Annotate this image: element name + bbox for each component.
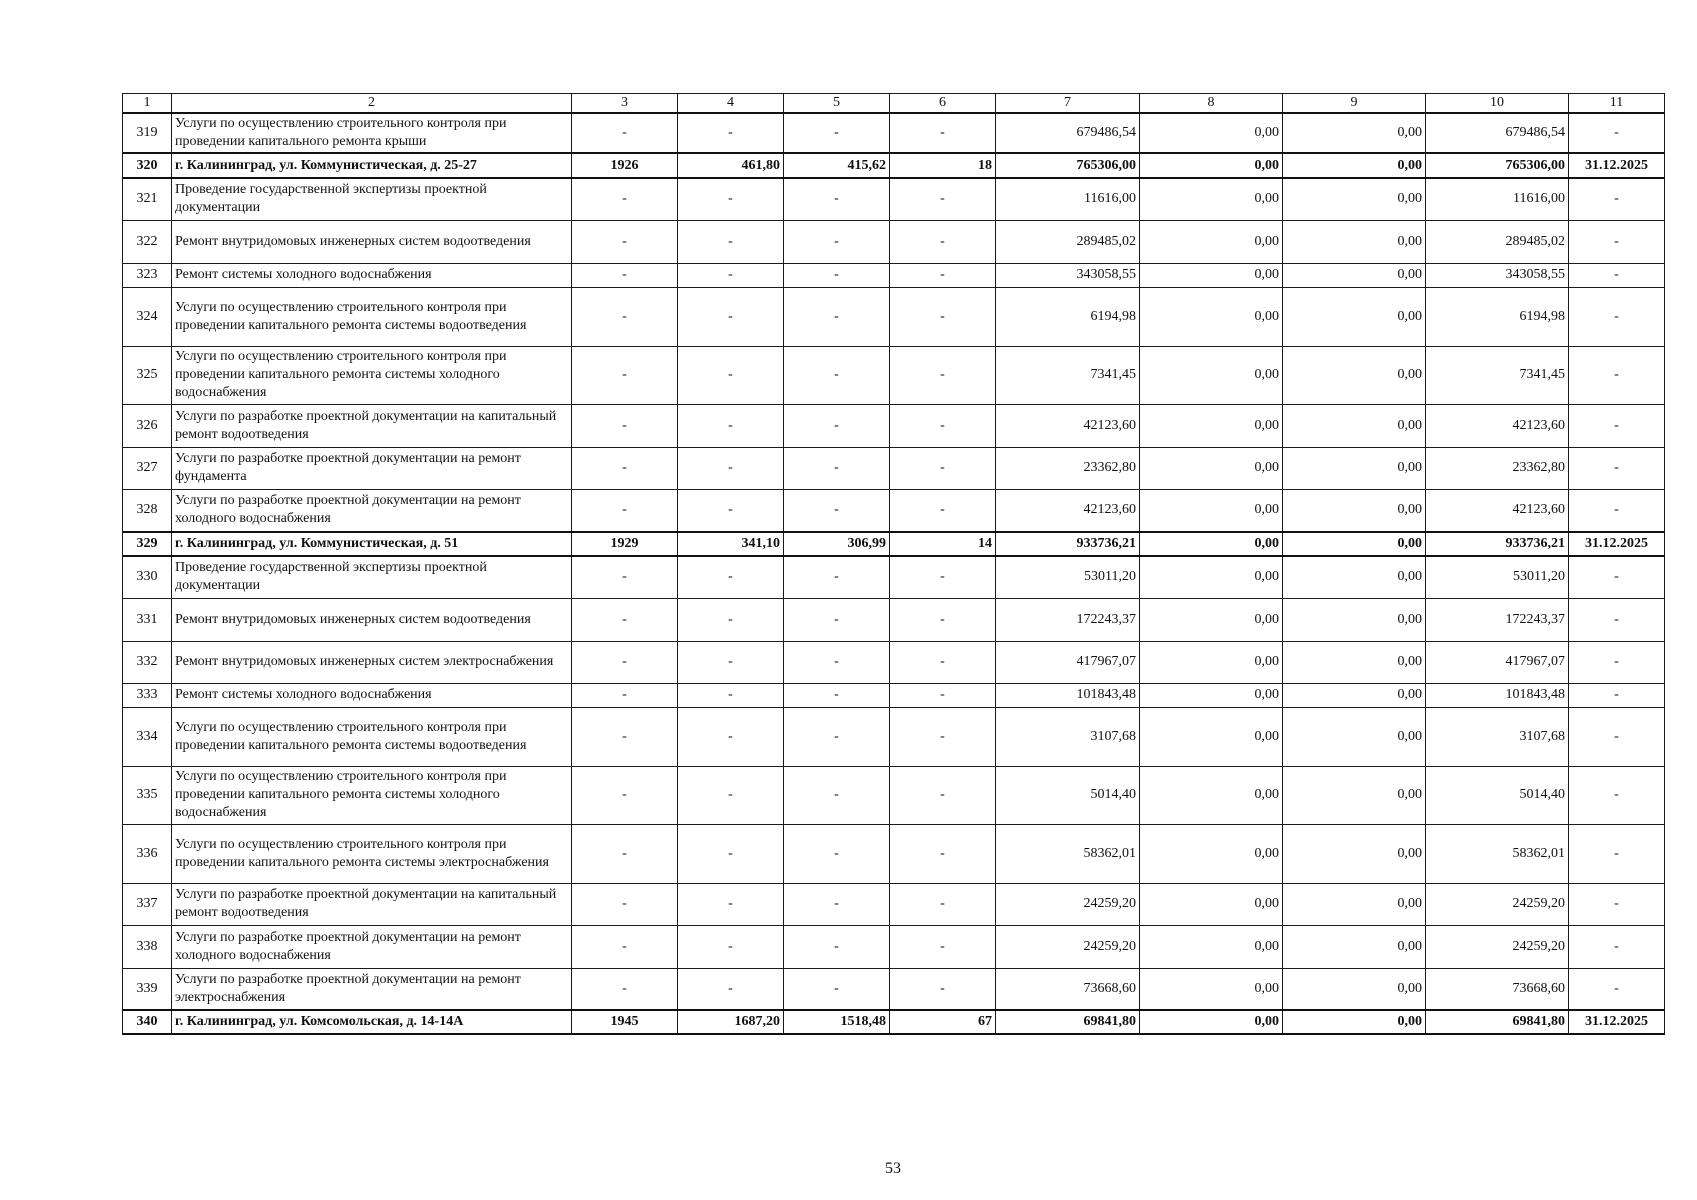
column-header: 10 [1426, 94, 1569, 114]
description-cell: г. Калининград, ул. Коммунистическая, д. 51 [172, 532, 572, 556]
col9-cell: 0,00 [1283, 883, 1426, 925]
col6-cell: - [890, 925, 996, 968]
column-header: 11 [1569, 94, 1665, 114]
col8-cell: 0,00 [1140, 707, 1283, 766]
table-body [123, 94, 1665, 1035]
col3-cell: - [572, 287, 678, 346]
col5-cell: - [784, 447, 890, 489]
col4-cell: 461,80 [678, 153, 784, 178]
col11-cell: - [1569, 598, 1665, 641]
col9-cell: 0,00 [1283, 824, 1426, 883]
col9-cell: 0,00 [1283, 641, 1426, 683]
col9-cell: 0,00 [1283, 178, 1426, 220]
col8-cell: 0,00 [1140, 925, 1283, 968]
col11-cell: - [1569, 766, 1665, 824]
col3-cell: - [572, 598, 678, 641]
col4-cell: 341,10 [678, 532, 784, 556]
col8-cell: 0,00 [1140, 968, 1283, 1010]
col5-cell: - [784, 556, 890, 598]
col10-cell: 343058,55 [1426, 263, 1569, 287]
col9-cell: 0,00 [1283, 404, 1426, 447]
description-cell: Проведение государственной экспертизы проектной документации [172, 556, 572, 598]
col8-cell: 0,00 [1140, 346, 1283, 404]
col4-cell: - [678, 178, 784, 220]
col9-cell: 0,00 [1283, 925, 1426, 968]
col11-cell: - [1569, 641, 1665, 683]
col6-cell: - [890, 404, 996, 447]
column-number-header-row [123, 94, 1665, 114]
col3-cell: - [572, 263, 678, 287]
col11-cell: - [1569, 263, 1665, 287]
col3-cell: - [572, 883, 678, 925]
col3-cell: 1926 [572, 153, 678, 178]
col7-cell: 679486,54 [996, 113, 1140, 153]
col9-cell: 0,00 [1283, 220, 1426, 263]
row-number-cell: 321 [123, 178, 172, 220]
col7-cell: 73668,60 [996, 968, 1140, 1010]
col7-cell: 417967,07 [996, 641, 1140, 683]
col4-cell: - [678, 113, 784, 153]
col9-cell: 0,00 [1283, 532, 1426, 556]
col8-cell: 0,00 [1140, 766, 1283, 824]
col5-cell: - [784, 683, 890, 707]
col6-cell: - [890, 447, 996, 489]
row-number-cell: 324 [123, 287, 172, 346]
col6-cell: 67 [890, 1010, 996, 1034]
table-row [123, 683, 1665, 707]
col10-cell: 289485,02 [1426, 220, 1569, 263]
table-row [123, 968, 1665, 1010]
col3-cell: - [572, 925, 678, 968]
col4-cell: - [678, 707, 784, 766]
description-cell: Ремонт внутридомовых инженерных систем водоотведения [172, 598, 572, 641]
col11-cell: 31.12.2025 [1569, 153, 1665, 178]
table-row [123, 707, 1665, 766]
col8-cell: 0,00 [1140, 532, 1283, 556]
col10-cell: 6194,98 [1426, 287, 1569, 346]
col8-cell: 0,00 [1140, 113, 1283, 153]
table-row [123, 404, 1665, 447]
col4-cell: - [678, 346, 784, 404]
col11-cell: - [1569, 220, 1665, 263]
col6-cell: - [890, 113, 996, 153]
col6-cell: 14 [890, 532, 996, 556]
col4-cell: 1687,20 [678, 1010, 784, 1034]
col6-cell: - [890, 263, 996, 287]
col7-cell: 69841,80 [996, 1010, 1140, 1034]
col8-cell: 0,00 [1140, 263, 1283, 287]
col10-cell: 3107,68 [1426, 707, 1569, 766]
col4-cell: - [678, 489, 784, 532]
col10-cell: 11616,00 [1426, 178, 1569, 220]
col5-cell: - [784, 220, 890, 263]
col10-cell: 417967,07 [1426, 641, 1569, 683]
col7-cell: 24259,20 [996, 883, 1140, 925]
col7-cell: 24259,20 [996, 925, 1140, 968]
description-cell: Ремонт внутридомовых инженерных систем водоотведения [172, 220, 572, 263]
col5-cell: - [784, 263, 890, 287]
col10-cell: 765306,00 [1426, 153, 1569, 178]
table-row [123, 883, 1665, 925]
col4-cell: - [678, 220, 784, 263]
col9-cell: 0,00 [1283, 1010, 1426, 1034]
table-row-address [123, 1010, 1665, 1034]
col4-cell: - [678, 883, 784, 925]
col5-cell: - [784, 489, 890, 532]
col7-cell: 42123,60 [996, 404, 1140, 447]
col6-cell: - [890, 824, 996, 883]
description-cell: Услуги по разработке проектной документации на ремонт холодного водоснабжения [172, 925, 572, 968]
description-cell: Услуги по разработке проектной документации на ремонт электроснабжения [172, 968, 572, 1010]
col7-cell: 42123,60 [996, 489, 1140, 532]
col9-cell: 0,00 [1283, 263, 1426, 287]
works-table [122, 93, 1665, 1035]
col3-cell: - [572, 707, 678, 766]
col6-cell: - [890, 287, 996, 346]
col3-cell: - [572, 404, 678, 447]
col6-cell: - [890, 707, 996, 766]
table-row-address [123, 532, 1665, 556]
col8-cell: 0,00 [1140, 824, 1283, 883]
col6-cell: - [890, 598, 996, 641]
col8-cell: 0,00 [1140, 178, 1283, 220]
table-row [123, 766, 1665, 824]
row-number-cell: 326 [123, 404, 172, 447]
col5-cell: - [784, 707, 890, 766]
col11-cell: - [1569, 883, 1665, 925]
col7-cell: 11616,00 [996, 178, 1140, 220]
col11-cell: - [1569, 824, 1665, 883]
col10-cell: 53011,20 [1426, 556, 1569, 598]
table-row [123, 598, 1665, 641]
col3-cell: - [572, 824, 678, 883]
col9-cell: 0,00 [1283, 489, 1426, 532]
col11-cell: - [1569, 707, 1665, 766]
column-header: 6 [890, 94, 996, 114]
col11-cell: - [1569, 113, 1665, 153]
col4-cell: - [678, 447, 784, 489]
col3-cell: 1945 [572, 1010, 678, 1034]
col9-cell: 0,00 [1283, 287, 1426, 346]
col8-cell: 0,00 [1140, 404, 1283, 447]
col6-cell: - [890, 346, 996, 404]
description-cell: Услуги по осуществлению строительного контроля при проведении капитального ремонта системы водоотведения [172, 287, 572, 346]
col5-cell: - [784, 824, 890, 883]
row-number-cell: 338 [123, 925, 172, 968]
row-number-cell: 327 [123, 447, 172, 489]
table-row [123, 824, 1665, 883]
col5-cell: - [784, 178, 890, 220]
col5-cell: - [784, 641, 890, 683]
col3-cell: - [572, 346, 678, 404]
col6-cell: - [890, 641, 996, 683]
col5-cell: - [784, 598, 890, 641]
col4-cell: - [678, 556, 784, 598]
column-header: 3 [572, 94, 678, 114]
description-cell: г. Калининград, ул. Коммунистическая, д. 25-27 [172, 153, 572, 178]
col6-cell: 18 [890, 153, 996, 178]
col11-cell: - [1569, 556, 1665, 598]
col4-cell: - [678, 968, 784, 1010]
col5-cell: - [784, 404, 890, 447]
col11-cell: - [1569, 968, 1665, 1010]
col3-cell: - [572, 766, 678, 824]
col8-cell: 0,00 [1140, 556, 1283, 598]
description-cell: Ремонт системы холодного водоснабжения [172, 683, 572, 707]
col3-cell: - [572, 447, 678, 489]
col9-cell: 0,00 [1283, 598, 1426, 641]
col11-cell: - [1569, 404, 1665, 447]
col3-cell: - [572, 489, 678, 532]
col5-cell: - [784, 287, 890, 346]
description-cell: Услуги по осуществлению строительного контроля при проведении капитального ремонта системы водоотведения [172, 707, 572, 766]
col9-cell: 0,00 [1283, 447, 1426, 489]
col11-cell: - [1569, 489, 1665, 532]
table-row [123, 287, 1665, 346]
col11-cell: - [1569, 287, 1665, 346]
col8-cell: 0,00 [1140, 153, 1283, 178]
row-number-cell: 336 [123, 824, 172, 883]
col6-cell: - [890, 556, 996, 598]
description-cell: г. Калининград, ул. Комсомольская, д. 14-14А [172, 1010, 572, 1034]
col10-cell: 24259,20 [1426, 925, 1569, 968]
col3-cell: - [572, 220, 678, 263]
col10-cell: 933736,21 [1426, 532, 1569, 556]
col9-cell: 0,00 [1283, 153, 1426, 178]
col7-cell: 172243,37 [996, 598, 1140, 641]
col10-cell: 42123,60 [1426, 404, 1569, 447]
col10-cell: 42123,60 [1426, 489, 1569, 532]
col10-cell: 23362,80 [1426, 447, 1569, 489]
row-number-cell: 323 [123, 263, 172, 287]
col10-cell: 172243,37 [1426, 598, 1569, 641]
col4-cell: - [678, 766, 784, 824]
col5-cell: - [784, 766, 890, 824]
col11-cell: - [1569, 447, 1665, 489]
col7-cell: 289485,02 [996, 220, 1140, 263]
column-header: 4 [678, 94, 784, 114]
col9-cell: 0,00 [1283, 683, 1426, 707]
col11-cell: - [1569, 346, 1665, 404]
col7-cell: 5014,40 [996, 766, 1140, 824]
col9-cell: 0,00 [1283, 968, 1426, 1010]
col6-cell: - [890, 220, 996, 263]
column-header: 8 [1140, 94, 1283, 114]
col7-cell: 343058,55 [996, 263, 1140, 287]
col9-cell: 0,00 [1283, 707, 1426, 766]
column-header: 9 [1283, 94, 1426, 114]
row-number-cell: 334 [123, 707, 172, 766]
row-number-cell: 322 [123, 220, 172, 263]
col10-cell: 101843,48 [1426, 683, 1569, 707]
col4-cell: - [678, 641, 784, 683]
col6-cell: - [890, 683, 996, 707]
col4-cell: - [678, 925, 784, 968]
col10-cell: 69841,80 [1426, 1010, 1569, 1034]
description-cell: Услуги по разработке проектной документации на капитальный ремонт водоотведения [172, 404, 572, 447]
col4-cell: - [678, 598, 784, 641]
col10-cell: 679486,54 [1426, 113, 1569, 153]
col7-cell: 3107,68 [996, 707, 1140, 766]
col3-cell: - [572, 556, 678, 598]
table-row [123, 447, 1665, 489]
col7-cell: 23362,80 [996, 447, 1140, 489]
col8-cell: 0,00 [1140, 489, 1283, 532]
col4-cell: - [678, 287, 784, 346]
col3-cell: 1929 [572, 532, 678, 556]
description-cell: Ремонт внутридомовых инженерных систем электроснабжения [172, 641, 572, 683]
table-row [123, 925, 1665, 968]
col11-cell: - [1569, 178, 1665, 220]
col3-cell: - [572, 641, 678, 683]
col11-cell: - [1569, 925, 1665, 968]
column-header: 7 [996, 94, 1140, 114]
col9-cell: 0,00 [1283, 346, 1426, 404]
table-row [123, 641, 1665, 683]
row-number-cell: 320 [123, 153, 172, 178]
col10-cell: 58362,01 [1426, 824, 1569, 883]
col5-cell: - [784, 346, 890, 404]
col3-cell: - [572, 968, 678, 1010]
col10-cell: 7341,45 [1426, 346, 1569, 404]
col6-cell: - [890, 489, 996, 532]
column-header: 5 [784, 94, 890, 114]
table-row [123, 178, 1665, 220]
col3-cell: - [572, 178, 678, 220]
col5-cell: - [784, 968, 890, 1010]
col4-cell: - [678, 824, 784, 883]
row-number-cell: 331 [123, 598, 172, 641]
row-number-cell: 337 [123, 883, 172, 925]
description-cell: Ремонт системы холодного водоснабжения [172, 263, 572, 287]
col5-cell: 1518,48 [784, 1010, 890, 1034]
col8-cell: 0,00 [1140, 287, 1283, 346]
description-cell: Услуги по разработке проектной документации на ремонт фундамента [172, 447, 572, 489]
col11-cell: 31.12.2025 [1569, 1010, 1665, 1034]
col11-cell: 31.12.2025 [1569, 532, 1665, 556]
col6-cell: - [890, 968, 996, 1010]
table-row-address [123, 153, 1665, 178]
row-number-cell: 325 [123, 346, 172, 404]
col3-cell: - [572, 113, 678, 153]
col9-cell: 0,00 [1283, 766, 1426, 824]
col10-cell: 5014,40 [1426, 766, 1569, 824]
col7-cell: 53011,20 [996, 556, 1140, 598]
description-cell: Услуги по осуществлению строительного контроля при проведении капитального ремонта крыши [172, 113, 572, 153]
col4-cell: - [678, 404, 784, 447]
col9-cell: 0,00 [1283, 113, 1426, 153]
row-number-cell: 319 [123, 113, 172, 153]
row-number-cell: 340 [123, 1010, 172, 1034]
description-cell: Услуги по осуществлению строительного контроля при проведении капитального ремонта системы холодного водоснабжения [172, 766, 572, 824]
row-number-cell: 339 [123, 968, 172, 1010]
row-number-cell: 332 [123, 641, 172, 683]
table-row [123, 556, 1665, 598]
table-row [123, 346, 1665, 404]
description-cell: Услуги по осуществлению строительного контроля при проведении капитального ремонта системы холодного водоснабжения [172, 346, 572, 404]
row-number-cell: 335 [123, 766, 172, 824]
column-header: 1 [123, 94, 172, 114]
col10-cell: 73668,60 [1426, 968, 1569, 1010]
row-number-cell: 328 [123, 489, 172, 532]
description-cell: Услуги по осуществлению строительного контроля при проведении капитального ремонта системы электроснабжения [172, 824, 572, 883]
col11-cell: - [1569, 683, 1665, 707]
col5-cell: - [784, 925, 890, 968]
col8-cell: 0,00 [1140, 447, 1283, 489]
table-row [123, 113, 1665, 153]
col5-cell: - [784, 883, 890, 925]
col5-cell: 415,62 [784, 153, 890, 178]
col4-cell: - [678, 263, 784, 287]
description-cell: Проведение государственной экспертизы проектной документации [172, 178, 572, 220]
table-row [123, 263, 1665, 287]
col8-cell: 0,00 [1140, 1010, 1283, 1034]
row-number-cell: 333 [123, 683, 172, 707]
col3-cell: - [572, 683, 678, 707]
column-header: 2 [172, 94, 572, 114]
col7-cell: 101843,48 [996, 683, 1140, 707]
description-cell: Услуги по разработке проектной документации на ремонт холодного водоснабжения [172, 489, 572, 532]
col7-cell: 765306,00 [996, 153, 1140, 178]
col8-cell: 0,00 [1140, 683, 1283, 707]
col6-cell: - [890, 178, 996, 220]
table-row [123, 489, 1665, 532]
col7-cell: 7341,45 [996, 346, 1140, 404]
page-number: 53 [885, 1160, 901, 1177]
col7-cell: 6194,98 [996, 287, 1140, 346]
col8-cell: 0,00 [1140, 641, 1283, 683]
table-row [123, 220, 1665, 263]
col7-cell: 933736,21 [996, 532, 1140, 556]
col5-cell: - [784, 113, 890, 153]
description-cell: Услуги по разработке проектной документации на капитальный ремонт водоотведения [172, 883, 572, 925]
col8-cell: 0,00 [1140, 220, 1283, 263]
col4-cell: - [678, 683, 784, 707]
col6-cell: - [890, 766, 996, 824]
col8-cell: 0,00 [1140, 883, 1283, 925]
col7-cell: 58362,01 [996, 824, 1140, 883]
col6-cell: - [890, 883, 996, 925]
col10-cell: 24259,20 [1426, 883, 1569, 925]
row-number-cell: 329 [123, 532, 172, 556]
col9-cell: 0,00 [1283, 556, 1426, 598]
col5-cell: 306,99 [784, 532, 890, 556]
row-number-cell: 330 [123, 556, 172, 598]
col8-cell: 0,00 [1140, 598, 1283, 641]
